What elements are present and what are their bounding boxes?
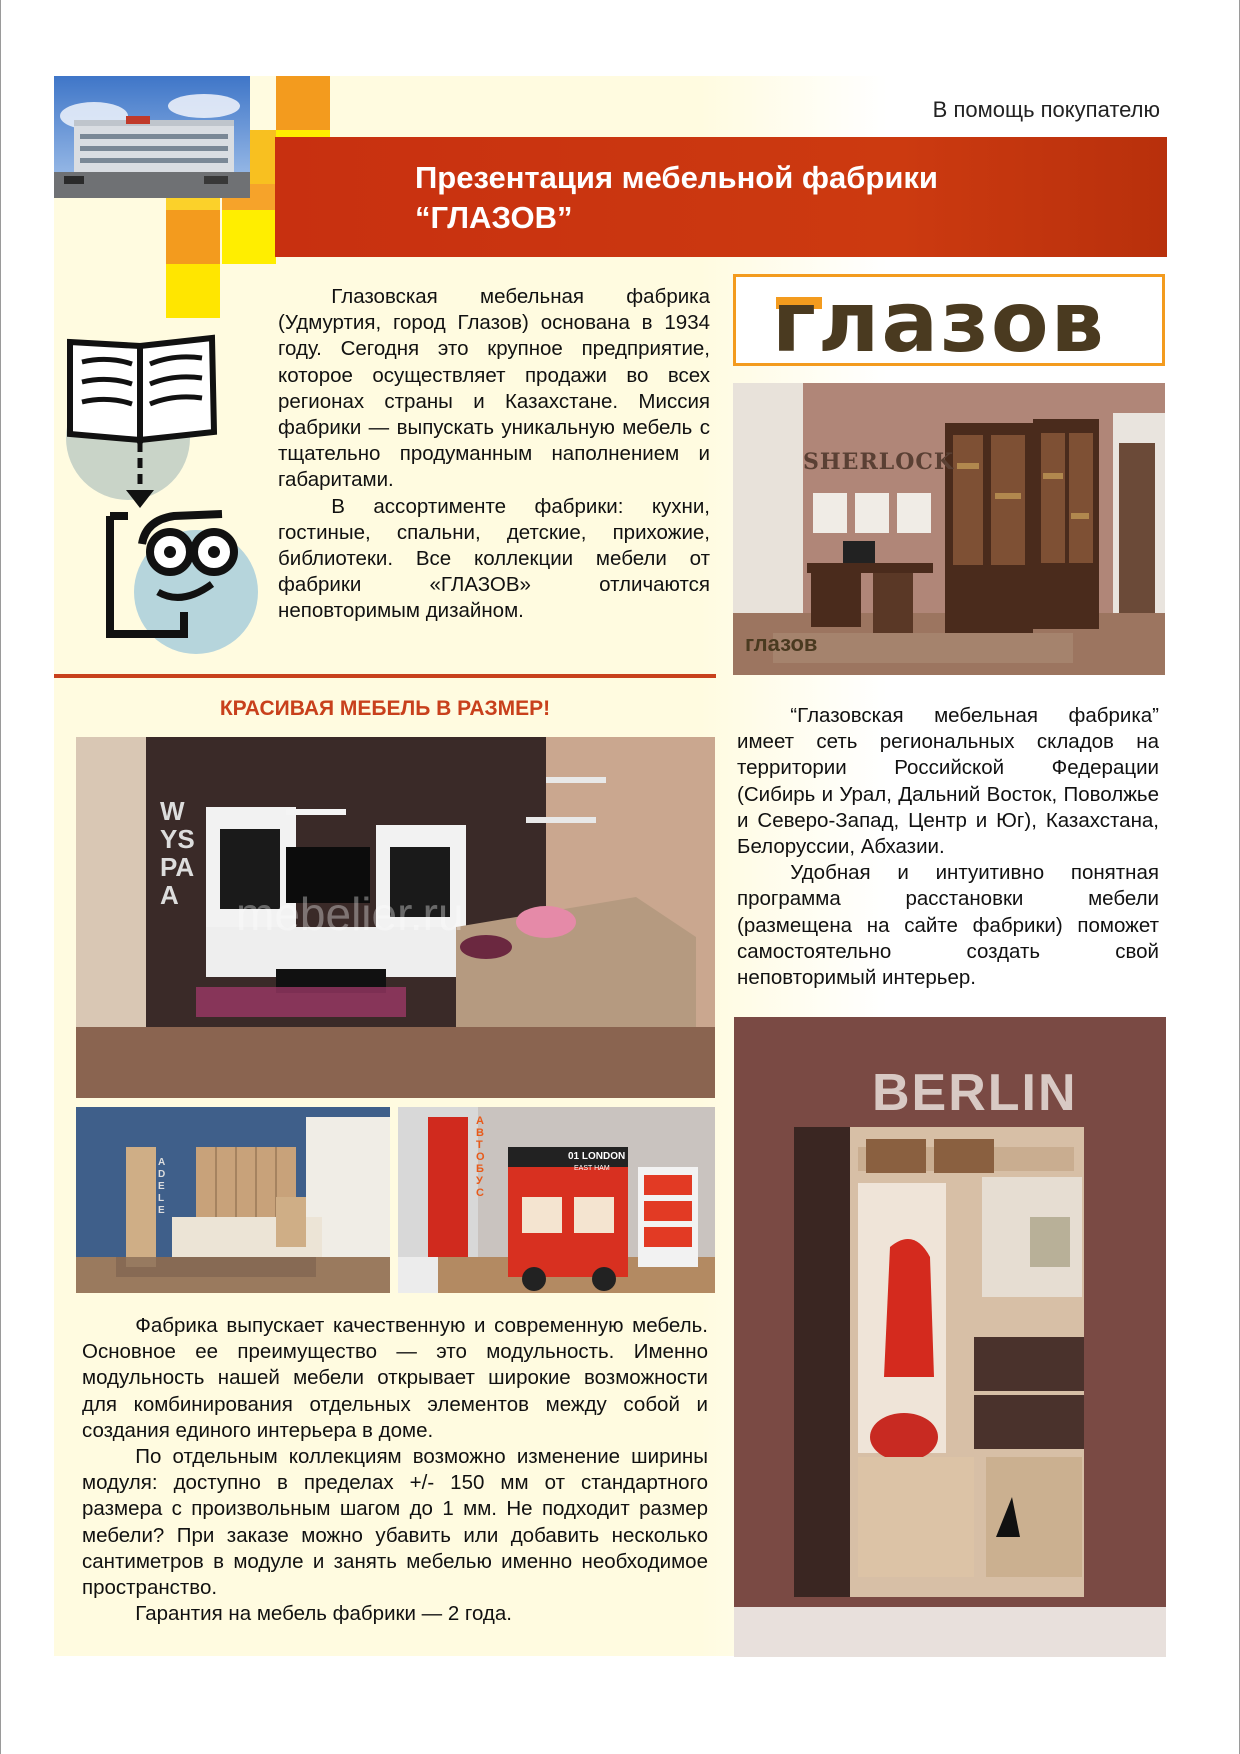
modularity-paragraph: Гарантия на мебель фабрики — 2 года. bbox=[135, 1602, 512, 1626]
wyspa-living-room-photo bbox=[76, 737, 715, 1098]
modularity-text bbox=[82, 1313, 708, 1627]
bus-kids-room-photo bbox=[398, 1107, 715, 1293]
photo-watermark: mebelier.ru bbox=[236, 888, 464, 940]
adele-bedroom-photo bbox=[76, 1107, 390, 1293]
network-paragraph: “Глазовская мебельная фабрика” имеет сеть региональных складов на территории Российской Федерации (Сибирь и Урал, Дальний Восток, Поволжье и Северо-Запад, Центр и Юг), Казахстана, Белоруссии, Абхазии. bbox=[737, 704, 1159, 859]
adele-sign: ADELE bbox=[158, 1157, 166, 1216]
bus-plate: 01 LONDON bbox=[568, 1151, 626, 1162]
berlin-sign: BERLIN bbox=[872, 1064, 1078, 1122]
wyspa-sign: WYSPAA bbox=[160, 796, 195, 910]
intro-paragraph: Глазовская мебельная фабрика (Удмуртия, город Глазов) основана в 1934 году. Сегодня это крупное предприятие, которое осуществляет продажи во всех регионах страны и Казахстане. Миссия фабрики — выпускать уникальную мебель с тщательно продуманным наполнением и габаритами. bbox=[278, 285, 710, 492]
section-label: В помощь покупателю bbox=[932, 97, 1160, 122]
page-title-line-1: Презентация мебельной фабрики bbox=[415, 160, 938, 195]
modularity-paragraph: Фабрика выпускает качественную и современную мебель. Основное ее преимущество — это модульность. Именно модульность нашей мебели открывает широкие возможности для комбинирования отдельных элементов между собой и создания единого интерьера в доме. bbox=[82, 1314, 708, 1442]
brand-logo bbox=[733, 273, 1165, 371]
logo-text: глазов bbox=[772, 273, 1106, 371]
bus-plate-sub: EAST HAM bbox=[574, 1165, 610, 1172]
avtobus-sign: АВТОБУС bbox=[476, 1115, 485, 1199]
section-subheading: КРАСИВАЯ МЕБЕЛЬ В РАЗМЕР! bbox=[219, 697, 551, 720]
page-title bbox=[415, 158, 1115, 238]
page-title-line-2: “ГЛАЗОВ” bbox=[415, 200, 573, 235]
book-reading-icon bbox=[62, 330, 262, 660]
modularity-paragraph: По отдельным коллекциям возможно изменение ширины модуля: доступно в пределах +/- 150 мм от стандартного размера с произвольным шагом до 1 мм. Не подходит размер мебели? При заказе можно убавить или добавить несколько сантиметров в модуле и занять мебелью именно необходимое пространство. bbox=[82, 1445, 708, 1600]
network-paragraph: Удобная и интуитивно понятная программа расстановки мебели (размещена на сайте фабрики) поможет самостоятельно создать свой неповторимый интерьер. bbox=[737, 861, 1159, 990]
network-text bbox=[737, 703, 1159, 991]
intro-text bbox=[278, 284, 710, 625]
page-border-left bbox=[0, 0, 1, 1754]
sherlock-study-photo bbox=[733, 383, 1165, 675]
intro-paragraph: В ассортименте фабрики: кухни, гостиные, спальни, детские, прихожие, библиотеки. Все коллекции мебели от фабрики «ГЛАЗОВ» отличаются неповторимым дизайном. bbox=[278, 494, 710, 623]
factory-photo bbox=[54, 76, 250, 198]
sherlock-photo-logo: глазов bbox=[745, 631, 818, 656]
sherlock-sign: SHERLOCK bbox=[803, 449, 954, 475]
berlin-hallway-photo bbox=[734, 1017, 1166, 1657]
section-divider bbox=[54, 674, 716, 678]
